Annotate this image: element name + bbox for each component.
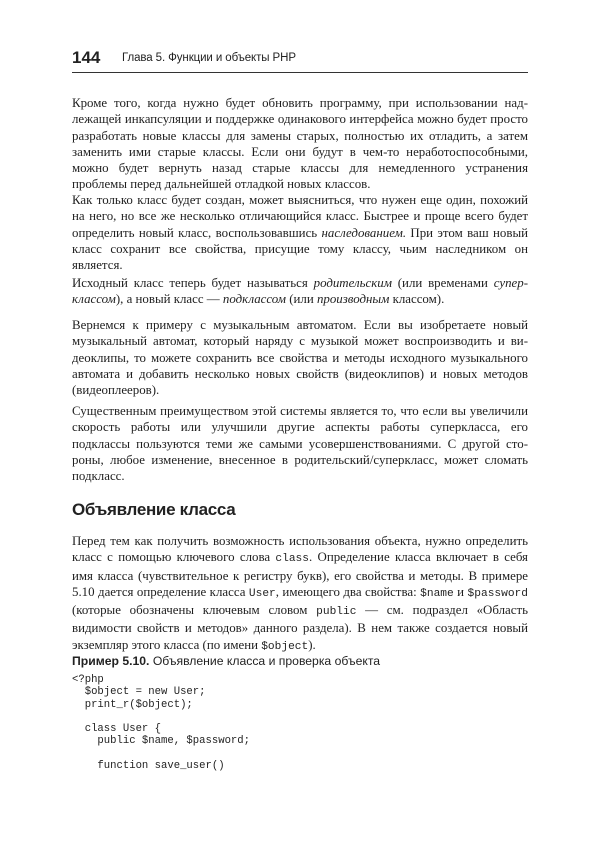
inline-code: class xyxy=(275,553,309,566)
text-run: (или временами xyxy=(391,276,494,290)
inline-code: User xyxy=(248,587,276,600)
text-run: Исходный класс теперь будет называться xyxy=(72,276,314,290)
inline-code: $name xyxy=(420,587,454,600)
text-run: Как только класс будет создан, может выясниться, что нужен еще один, похожий на него, но все же несколько отличающийся класс. Быстрее и проще всего будет определить новый класс, воспользовавшись xyxy=(72,193,528,240)
text-run: . Определение класса включает в себя имя класса (чувствительное к регистру букв), его свойства и методы. В примере 5.10 дается определение класса xyxy=(72,550,528,599)
emphasis-term: наследованием. xyxy=(321,225,407,240)
example-label: Пример 5.10. xyxy=(72,654,150,668)
emphasis-term: производным xyxy=(316,292,390,307)
text-run: ). xyxy=(308,637,316,652)
text-run: ), а новый класс — xyxy=(115,292,223,307)
paragraph-encapsulation: Кроме того, когда нужно будет обновить программу, при использовании надлежащей инкапсуляции и поддержке одинакового интерфейса можно будет просто разработать новые классы для замены старых, полностью их отладить, а затем заменить ими старые классы. Если они будут в чем-то неработоспособными, можно будет вернуть назад старые классы для немедленного устранения проблемы перед дальнейшей отладкой новых классов. xyxy=(72,96,528,192)
text-run: — см. подраздел «Область видимости свойств и методов» данного раздела). В нем также создается новый экземпляр этого класса (по имени xyxy=(72,603,528,652)
example-caption xyxy=(72,654,380,668)
paragraph-superclass xyxy=(72,275,528,308)
text-run: , имеющего два свойства: xyxy=(275,584,421,599)
code-listing: <?php $object = new User; print_r($object); class User { public $name, $password; function save_user() xyxy=(72,674,251,773)
text-run: и xyxy=(453,584,468,599)
example-title: Объявление класса и проверка объекта xyxy=(149,654,381,668)
section-heading: Объявление класса xyxy=(72,500,236,519)
paragraph-inheritance xyxy=(72,192,528,273)
text-run: классом). xyxy=(389,292,445,307)
paragraph-jukebox: Вернемся к примеру с музыкальным автоматом. Если вы изобретаете новый музыкальный автомат, который наряду с музыкой может воспроизводить и видеоклипы, то можете сохранить все свойства и методы исходного музыкального автомата и добавить несколько новых свойств (видеоклипов) и новых методов (видеоплееров). xyxy=(72,318,528,398)
text-run: При этом ваш новый класс сохранит все свойства, присущие тому классу, чьим наследником он является. xyxy=(72,225,529,273)
text-run: (или xyxy=(285,292,317,307)
inline-code: public xyxy=(316,606,357,619)
page-header xyxy=(72,48,528,73)
emphasis-term: родительским xyxy=(313,276,392,290)
text-run: Перед тем как получить возможность использования объекта, нужно определить класс с помощью ключевого слова xyxy=(72,534,528,565)
paragraph-class-declaration xyxy=(72,533,528,655)
emphasis-term: суперклассом xyxy=(72,276,528,307)
inline-code: $object xyxy=(261,640,309,653)
paragraph-advantage: Существенным преимуществом этой системы является то, что если вы увеличили скорость работы или улучшили другие аспекты работы суперкласса, его подклассы пользуются теми же самыми усовершенствованиями. С другой стороны, любое изменение, внесенное в родительский/суперкласс, может сломать подкласс. xyxy=(72,404,528,484)
inline-code: $password xyxy=(467,587,528,600)
running-head: Глава 5. Функции и объекты PHP xyxy=(122,52,296,64)
text-run: (которые обозначены ключевым словом xyxy=(72,603,317,618)
emphasis-term: подклассом xyxy=(222,292,286,307)
page-number: 144 xyxy=(72,48,101,67)
